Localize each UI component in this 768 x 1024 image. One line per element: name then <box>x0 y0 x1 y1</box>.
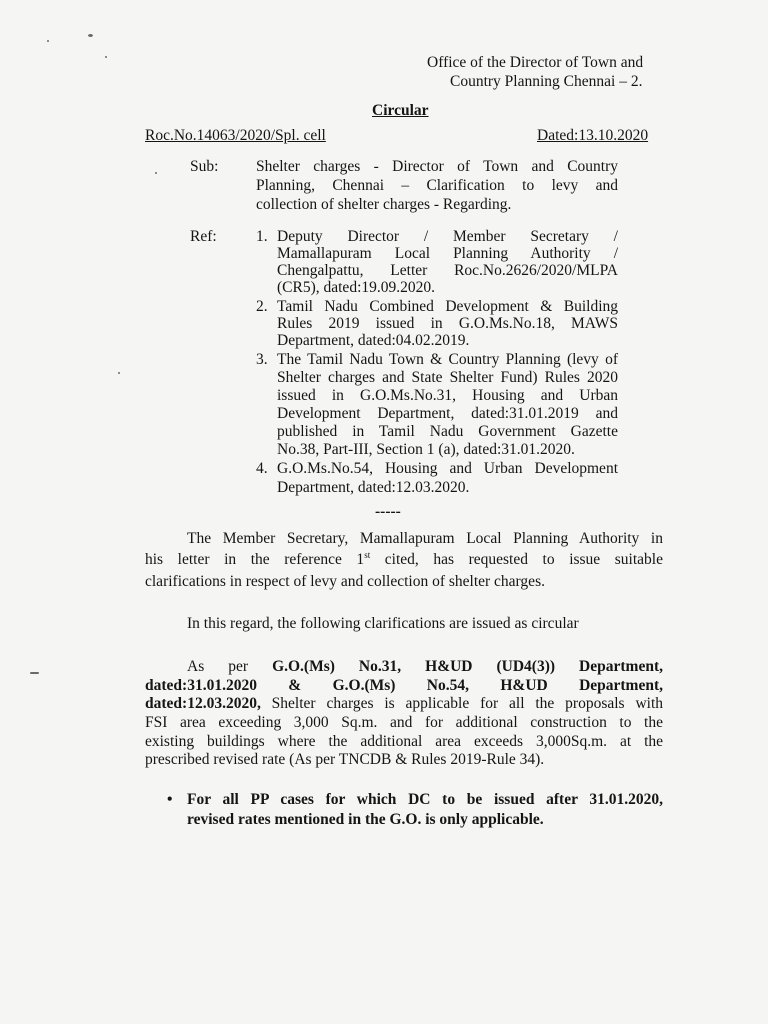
reference-line: issued in G.O.Ms.No.31, Housing and Urban <box>277 387 618 404</box>
reference-line: published in Tamil Nadu Government Gazette <box>277 423 618 440</box>
paragraph-3-line <box>187 658 663 676</box>
reference-number-3: 3. <box>256 351 268 368</box>
paragraph-1-text: cited, has requested to issue suitable <box>370 551 663 568</box>
scan-speck <box>155 172 157 174</box>
subject-line: Shelter charges - Director of Town and Country <box>256 158 618 175</box>
scan-speck <box>118 372 120 374</box>
scan-speck <box>88 34 93 37</box>
paragraph-3-line: existing buildings where the additional area exceeds 3,000Sq.m. at the <box>145 733 663 750</box>
paragraph-3-text: Shelter charges is applicable for all the proposals with <box>260 695 663 712</box>
ordinal-suffix: st <box>364 549 371 560</box>
reference-number-1: 1. <box>256 228 268 245</box>
government-order-date: dated:12.03.2020, <box>145 695 261 712</box>
reference-line: Tamil Nadu Combined Development & Building <box>277 298 618 315</box>
reference-line: Deputy Director / Member Secretary / <box>277 228 618 245</box>
reference-line: Department, dated:12.03.2020. <box>277 479 470 496</box>
reference-line: Mamallapuram Local Planning Authority / <box>277 245 618 262</box>
paragraph-3-line: FSI area exceeding 3,000 Sq.m. and for additional construction to the <box>145 714 663 731</box>
paragraph-1-line: The Member Secretary, Mamallapuram Local Planning Authority in <box>187 530 663 547</box>
paragraph-3-line: dated:31.01.2020 & G.O.(Ms) No.54, H&UD Department, <box>145 677 663 694</box>
reference-line: G.O.Ms.No.54, Housing and Urban Development <box>277 460 618 477</box>
bullet-line: For all PP cases for which DC to be issued after 31.01.2020, <box>187 791 663 808</box>
paragraph-1-line <box>145 551 663 569</box>
subject-line: collection of shelter charges - Regarding. <box>256 196 512 213</box>
scan-speck <box>105 56 107 58</box>
government-order-reference: G.O.(Ms) No.31, H&UD (UD4(3)) Department, <box>272 658 663 675</box>
bullet-icon: • <box>167 791 173 808</box>
reference-number-2: 2. <box>256 298 268 315</box>
bullet-line: revised rates mentioned in the G.O. is only applicable. <box>187 811 544 828</box>
reference-line: Rules 2019 issued in G.O.Ms.No.18, MAWS <box>277 315 618 332</box>
reference-line: No.38, Part-III, Section 1 (a), dated:31.01.2020. <box>277 441 575 458</box>
reference-line: The Tamil Nadu Town & Country Planning (levy of <box>277 351 618 368</box>
reference-number-4: 4. <box>256 460 268 477</box>
reference-line: (CR5), dated:19.09.2020. <box>277 279 435 296</box>
subject-label: Sub: <box>190 158 219 175</box>
reference-line: Department, dated:04.02.2019. <box>277 332 470 349</box>
references-label: Ref: <box>190 228 217 245</box>
paragraph-3-line: prescribed revised rate (As per TNCDB & Rules 2019-Rule 34). <box>145 751 545 768</box>
office-header-line2: Country Planning Chennai – 2. <box>450 73 643 90</box>
reference-number: Roc.No.14063/2020/Spl. cell <box>145 127 326 144</box>
document-title: Circular <box>372 102 429 119</box>
subject-line: Planning, Chennai – Clarification to levy and <box>256 177 618 194</box>
paragraph-3-text: As per <box>187 658 273 675</box>
paragraph-1-text: his letter in the reference 1 <box>145 551 365 568</box>
paragraph-3-line <box>145 695 663 713</box>
scan-speck <box>47 40 49 42</box>
circular-date: Dated:13.10.2020 <box>537 127 649 144</box>
reference-line: Shelter charges and State Shelter Fund) Rules 2020 <box>277 369 618 386</box>
section-separator: ----- <box>375 503 401 520</box>
reference-line: Chengalpattu, Letter Roc.No.2626/2020/MLPA <box>277 262 618 279</box>
paragraph-1-line: clarifications in respect of levy and collection of shelter charges. <box>145 573 545 590</box>
paragraph-2: In this regard, the following clarifications are issued as circular <box>187 615 579 632</box>
office-header-line1: Office of the Director of Town and <box>427 54 644 71</box>
scan-speck <box>30 672 39 674</box>
reference-line: Development Department, dated:31.01.2019 and <box>277 405 618 422</box>
